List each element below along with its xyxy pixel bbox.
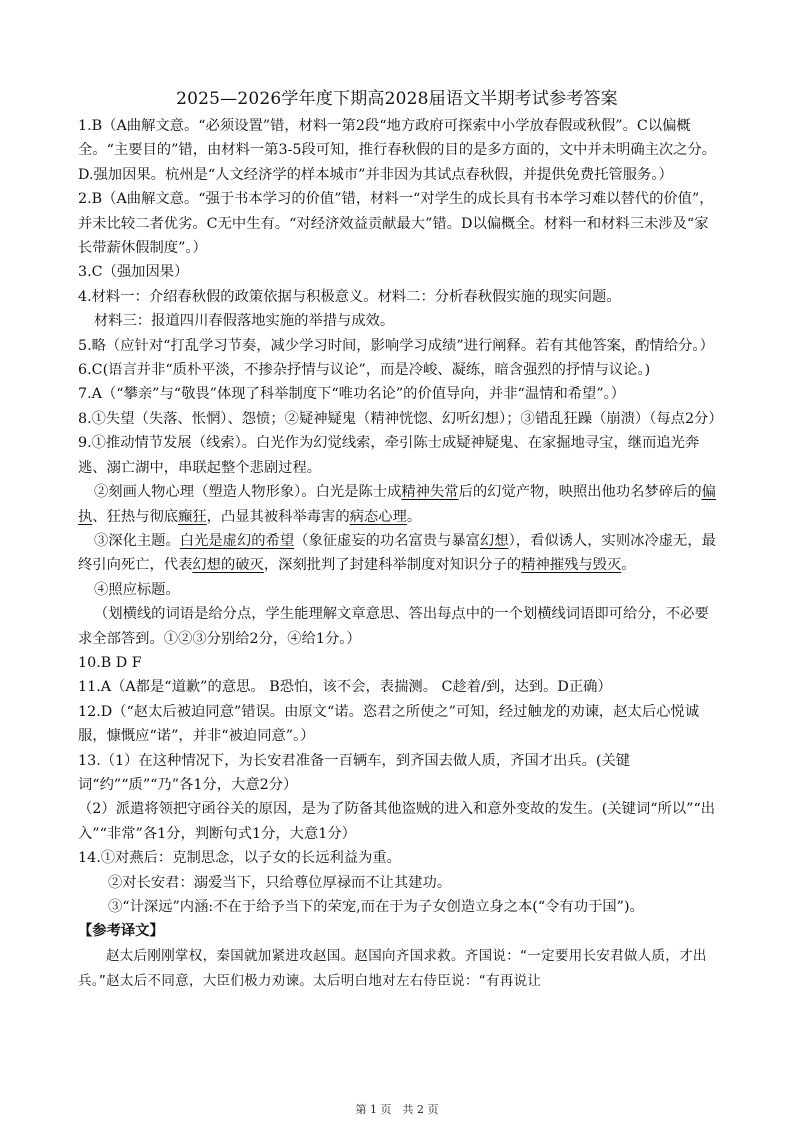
q9p3-keyword-1: 白光是虚幻的希望 (179, 532, 295, 549)
answer-q10: 10.B D F (78, 654, 142, 671)
q9p2-text-c: 、狂热与彻底 (92, 508, 179, 525)
answer-q3: 3.C（强加因果） (78, 264, 189, 281)
answer-q4-line2: 材料三：报道四川春假落地实施的举措与成效。 (94, 313, 395, 330)
answer-q11: 11.A（A都是“道歉”的意思。 B恐怕，该不会，表揣测。 C趁着/到，达到。D正确） (78, 679, 612, 696)
page-footer: 第 1 页 共 2 页 (355, 1103, 439, 1116)
answer-q4-line1: 4.材料一：介绍春秋假的政策依据与积极意义。材料二：分析春秋假实施的现实问题。 (78, 288, 621, 305)
q9p3-text-e: 。 (621, 557, 636, 574)
q9p3-keyword-3: 幻想的破灭 (192, 557, 264, 574)
answer-q8: 8.①失望（失落、怅惘）、怨愤；②疑神疑鬼（精神恍惚、幻听幻想）；③错乱狂躁（崩溃）（每点2分） (78, 410, 723, 427)
answer-q13-part1: 13.（1）在这种情况下，为长安君准备一百辆车，到齐国去做人质，齐国才出兵。(关键词“约”“质”“乃”各1分，大意2分） (78, 752, 631, 793)
q9p2-text-b: 后的幻觉产物，映照出他功名梦碎后的 (458, 484, 702, 501)
answer-q1: 1.B（A曲解文意。“必须设置”错，材料一第2段“地方政府可探索中小学放春假或秋假”。C以偏概全。“主要目的”错，由材料一第3-5段可知，推行春秋假的目的是多方面的，文中并未明确主次之分。D.强加因果。杭州是“人文经济学的样本城市”并非因为其试点春秋假，并提供免费托管服务。） (78, 118, 717, 183)
q9p3-text-b: （象征虚妄的功名富贵与暴富 (294, 532, 481, 549)
q9p2-keyword-1: 精神失常 (401, 484, 459, 501)
q9p2-keyword-2: 偏执 (78, 484, 716, 525)
answer-q9-point1: 9.①推动情节发展（线索）。白光作为幻觉线索，牵引陈士成疑神疑鬼、在家掘地寻宝，继而追光奔逃、溺亡湖中，串联起整个悲剧过程。 (78, 435, 700, 476)
answer-content (78, 114, 722, 994)
q9p2-text-a: ②刻画人物心理（塑造人物形象）。白光是陈士成 (94, 484, 402, 501)
page-title: 2025—2026学年度下期高2028届语文半期考试参考答案 (176, 89, 618, 109)
answer-q2: 2.B（A曲解文意。“强于书本学习的价值”错，材料一“对学生的成长具有书本学习难以替代的价值”，并未比较二者优劣。C无中生有。“对经济效益贡献最大”错。D以偏概全。材料一和材料三未涉及“家长带薪休假制度”。） (78, 191, 714, 257)
answer-q13-part2: （2）派遣将领把守函谷关的原因，是为了防备其他盗贼的进入和意外变故的发生。(关键词“所以”“出入”“非常”各1分，判断句式1分，大意1分） (78, 801, 716, 842)
q9p2-text-d: ，凸显其被科举毒害的 (206, 508, 350, 525)
q9p3-text-d: ，深刻批判了封建科举制度对知识分子的 (263, 557, 522, 574)
q9p3-keyword-2: 幻想 (480, 532, 509, 549)
reference-translation-heading: 【参考译文】 (78, 923, 164, 940)
q9p3-keyword-4: 精神摧残与毁灭 (521, 557, 622, 574)
q9p2-keyword-4: 病态心理 (349, 508, 407, 525)
answer-q14-point3: ③“计深远”内涵:不在于给予当下的荣宠,而在于为子女创造立身之本(“令有功于国”)。 (108, 899, 644, 915)
q9p3-text-a: ③深化主题。 (94, 532, 180, 549)
answer-q9-scoring-note: （划横线的词语是给分点，学生能理解文章意思、答出每点中的一个划横线词语即可给分，不必要求全部答到。①②③分别给2分，④给1分。） (78, 606, 709, 647)
answer-q6: 6.C(语言并非“质朴平淡，不掺杂抒情与议论”，而是冷峻、凝练，暗含强烈的抒情与议论。) (78, 362, 651, 379)
answer-q14-point2: ②对长安君：溺爱当下，只给尊位厚禄而不让其建功。 (108, 874, 452, 891)
answer-q5: 5.略（应针对“打乱学习节奏，减少学习时间，影响学习成绩”进行阐释。若有其他答案，酌情给分。） (78, 337, 714, 354)
reference-translation-text: 赵太后刚刚掌权，秦国就加紧进攻赵国。赵国向齐国求救。齐国说：“一定要用长安君做人质，才出兵。”赵太后不同意，大臣们极力劝谏。太后明白地对左右侍臣说：“有再说让 (78, 947, 707, 989)
q9p2-text-e: 。 (406, 508, 422, 525)
answer-q7: 7.A（“攀亲”与“敬畏”体现了科举制度下“唯功名论”的价值导向，并非“温情和希望”。） (78, 386, 626, 403)
q9p2-keyword-3: 癫狂 (178, 508, 207, 525)
answer-q9-point4: ④照应标题。 (94, 581, 180, 598)
answer-q14-point1: 14.①对燕后：克制思念，以子女的长远利益为重。 (78, 850, 401, 867)
answer-q9-point2 (78, 480, 722, 529)
answer-q9-point3 (78, 529, 722, 578)
q9p3-text-c: ），看似诱人，实则冰冷虚无，最终引向死亡，代表 (78, 532, 716, 574)
answer-q12: 12.D（“赵太后被迫同意”错误。由原文“诺。恣君之所使之”可知，经过触龙的劝谏，赵太后心悦诚服，慷慨应“诺”，并非“被迫同意”。） (78, 703, 700, 745)
